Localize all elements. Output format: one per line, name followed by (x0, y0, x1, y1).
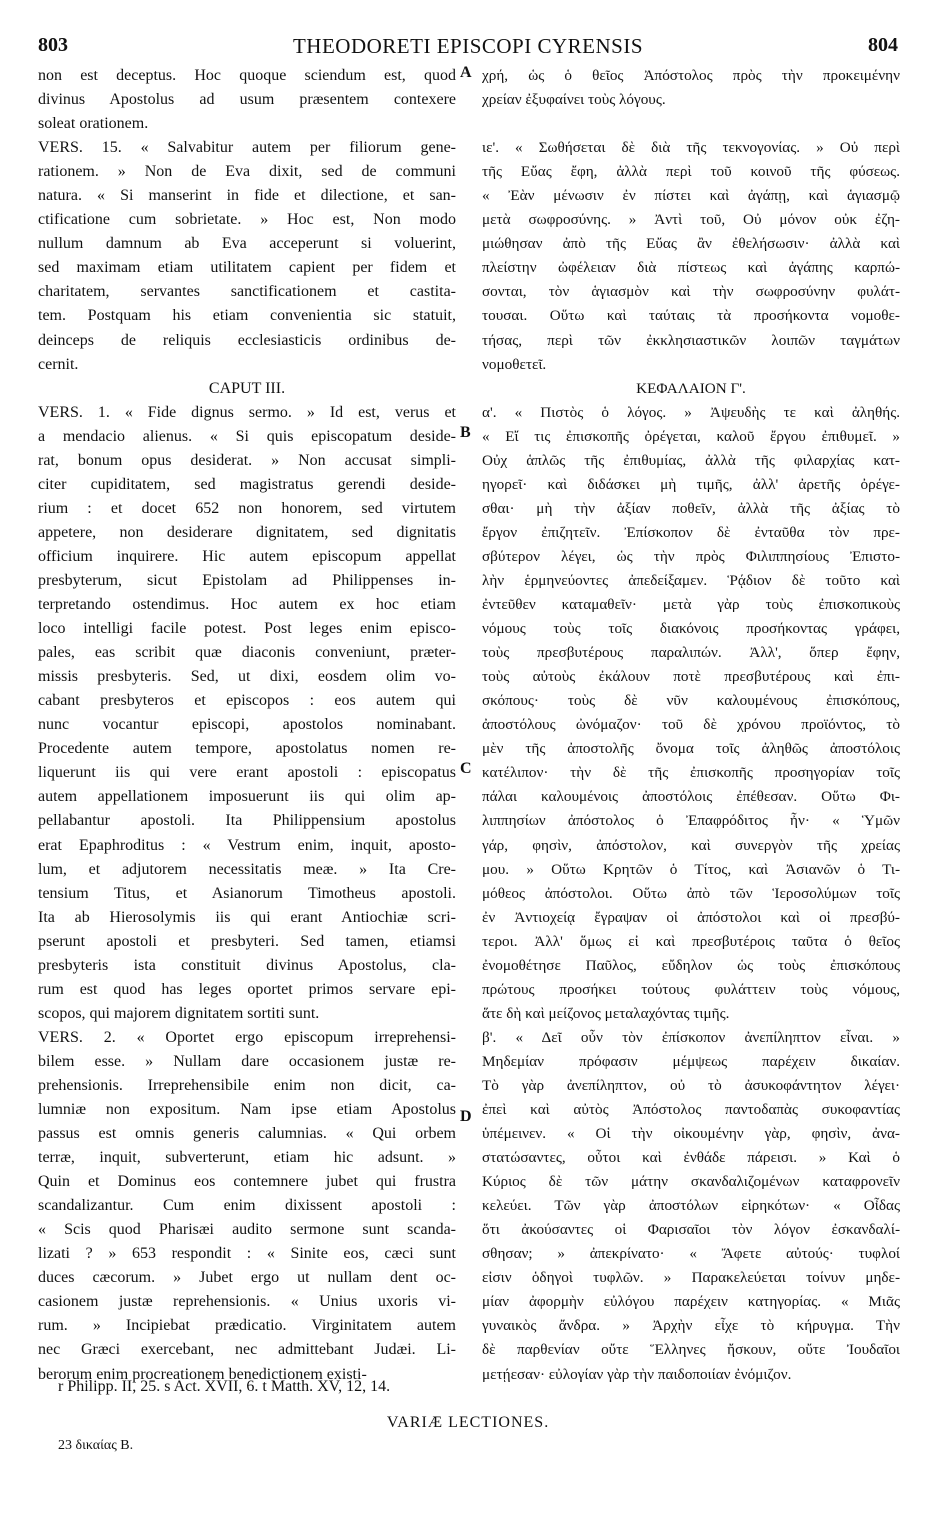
text-line (482, 112, 900, 136)
text-line: officium inquirere. Hic autem episcopum appellat (38, 547, 456, 565)
text-line: casionem justæ reprehensionis. « Unius uxoris vi- (38, 1293, 456, 1311)
text-line: χρή, ὡς ὁ θεῖος Ἀπόστολος πρὸς τὴν προκειμένην (482, 67, 900, 84)
text-line: ἔργον ἐπιζητεῖν. Ἐπίσκοπον δὲ ἐνταῦθα τὸν πρε- (482, 523, 900, 541)
text-line: lum, et adjutorem necessitatis meæ. » Ita Cre- (38, 860, 456, 878)
text-line: bilem esse. » Nullam dare occasionem justæ re- (38, 1052, 456, 1070)
text-line: τουσαι. Οὕτω καὶ ταύταις τὰ προσήκοντα νομοθε- (482, 307, 900, 325)
text-line: εἰσιν ὁδηγοὶ τυφλῶν. » Παρακελεύεται τοίνυν μηδε- (482, 1269, 900, 1287)
text-line: berorum enim procreationem benedictionem existi- (38, 1365, 367, 1383)
text-line: μετῄεσαν· εὐλογίαν γὰρ τὴν παιδοποιίαν ἐνόμιζον. (482, 1365, 792, 1383)
section-marker-b: B (460, 424, 471, 441)
text-line: terræ, inquit, subverterunt, etiam hic adsunt. » (38, 1149, 456, 1167)
footnotes: r Philipp. II, 25. s Act. XVII, 6. t Matth. XV, 12, 14. (58, 1378, 391, 1395)
text-line: Οὐχ ἁπλῶς τῆς ἐπιθυμίας, ἀλλὰ τῆς φιλαρχίας κατ- (482, 451, 900, 469)
text-line: τεροι. Ἀλλ' ὅμως εἰ καὶ πρεσβυτέροις ταῦτα ὁ θεῖος (482, 932, 900, 950)
text-line: sed maximam etiam utilitatem capient per fidem et (38, 259, 456, 277)
text-line: κελεύει. Τῶν γὰρ ἀποστόλων εἰρηκότων· « Οἶδας (482, 1197, 900, 1215)
page-footer (38, 1378, 898, 1454)
text-line: λὴν ἑρμηνεύοντες ἀπεδείξαμεν. Ῥᾴδιον δὲ τοῦτο καὶ (482, 571, 900, 589)
text-line: rum. » Incipiebat prædicatio. Virginitatem autem (38, 1317, 456, 1335)
variae-lectiones-note: 23 δικαίας B. (58, 1438, 134, 1453)
text-line: μιώθησαν ἀπὸ τῆς Εὔας ἂν ἐθελήσωσιν· ἀλλὰ καὶ (482, 235, 900, 253)
text-line: τήσας, περὶ τῶν ἐκκλησιαστικῶν λοιπῶν ταγμάτων (482, 331, 900, 349)
text-line: « Εἴ τις ἐπισκοπῆς ὀρέγεται, καλοῦ ἔργου ἐπιθυμεῖ. » (482, 427, 900, 445)
text-line: divinus Apostolus ad usum præsentem contexere (38, 91, 456, 109)
text-line: πρώτους προσήκει τούτους φυλάττειν τοὺς νόμους, (482, 980, 900, 998)
text-line: VERS. 15. « Salvabitur autem per filiorum gene- (38, 139, 456, 157)
text-line: Τὸ γὰρ ἀνεπίληπτον, οὐ τὸ ἀσυκοφάντητον λέγει· (482, 1076, 900, 1094)
text-line: duces cæcorum. » Jubet ergo ut nullam dent oc- (38, 1269, 456, 1287)
text-line: pserunt apostoli et presbyteri. Sed tamen, etiamsi (38, 932, 456, 950)
text-line: VERS. 1. « Fide dignus sermo. » Id est, verus et (38, 403, 456, 421)
text-line: lumniæ non expositum. Nam ipse etiam Apostolus (38, 1101, 456, 1119)
page-number-right: 804 (868, 34, 898, 56)
latin-column (38, 64, 456, 1387)
text-line: μετὰ σωφροσύνης. » Ἀντὶ τοῦ, Οὐ μόνον οὐκ ἐζη- (482, 211, 900, 229)
text-line: στατώσαντες, οὗτοι καὶ ἐνθάδε πάρεισι. » Καὶ ὁ (482, 1149, 900, 1167)
section-marker-a: A (460, 64, 472, 81)
text-line: « Ἐὰν μένωσιν ἐν πίστει καὶ ἀγάπῃ, καὶ ἁγιασμῷ (482, 187, 900, 205)
text-line: scopos, qui majorem dignitatem sortiti sunt. (38, 1004, 320, 1022)
text-line: passus est omnis generis calumnias. « Qui orbem (38, 1125, 456, 1143)
text-line: rum est quod has leges oportet primos servare epi- (38, 980, 456, 998)
text-line: rium : et docet 652 non honorem, sed virtutem (38, 499, 456, 517)
text-line: citer cupiditatem, sed magistratus gerendi deside- (38, 475, 456, 493)
text-line: ΚΕΦΑΛΑΙΟΝ Γ'. (636, 379, 746, 397)
text-line: νομοθετεῖ. (482, 355, 547, 373)
text-line: σονται, τὸν ἁγιασμὸν καὶ τὴν σωφροσύνην φυλάτ- (482, 283, 900, 301)
text-line: ἀποστόλους ὠνόμαζον· τοῦ δὲ χρόνου προϊόντος, τὸ (482, 716, 900, 734)
text-line: ἐντεῦθεν καταμαθεῖν· μετὰ γὰρ τοὺς ἐπισκοπικοὺς (482, 596, 900, 614)
text-line: σθησαν; » ἀπεκρίνατο· « Ἄφετε αὐτούς· τυφλοί (482, 1245, 900, 1263)
text-line: μόθεος ἀπόστολοι. Οὕτω ἀπὸ τῶν Ἱεροσολύμων τοῖς (482, 884, 900, 902)
text-line: erat Epaphroditus : « Vestrum enim, inquit, aposto- (38, 836, 456, 854)
text-line: χρείαν ἐξυφαίνει τοὺς λόγους. (482, 91, 666, 109)
text-line: μίαν ἀφορμὴν εὐλόγου παρέχειν κατηγορίας. « Μιᾶς (482, 1293, 900, 1311)
text-line: ctificatione cum sobrietate. » Hoc est, Non modo (38, 211, 456, 229)
text-line: rat, bonum opus desiderat. » Non accusat simpli- (38, 451, 456, 469)
text-line: ἐπεὶ καὶ αὐτὸς Ἀπόστολος παντοδαπὰς συκοφαντίας (482, 1101, 900, 1119)
text-line: nullum damnum ab Eva acceperunt si voluerint, (38, 235, 456, 253)
text-line: ὅτι ἀκούσαντες οἱ Φαρισαῖοι τὸν λόγον ἐσκανδαλί- (482, 1221, 900, 1239)
text-line: ηγορεῖ· καὶ διδάσκει μὴ τιμῆς, ἀλλ' ἀρετῆς ὀρέγε- (482, 475, 900, 493)
text-line: soleat orationem. (38, 115, 149, 133)
text-line: presbyterum, sicut Epistolam ad Philippenses in- (38, 571, 456, 589)
text-line: pales, eas scribit quæ diaconis conveniunt, præter- (38, 644, 456, 662)
page-number-left: 803 (38, 34, 68, 56)
text-line: σβύτερον λέγει, ὡς τὴν πρὸς Φιλιππησίους Ἐπιστο- (482, 547, 900, 565)
text-line: loco intelligi facile potest. Post leges enim episco- (38, 620, 456, 638)
text-line: nec Græci exercebant, nec admittebant Judæi. Li- (38, 1341, 456, 1359)
text-line: a mendacio alienus. « Si quis episcopatum deside- (38, 427, 456, 445)
text-line: missis presbyteris. Sed, ut dixi, eosdem olim vo- (38, 668, 456, 686)
text-line: ιε'. « Σωθήσεται δὲ διὰ τῆς τεκνογονίας. » Οὐ περὶ (482, 139, 900, 157)
text-line: VERS. 2. « Oportet ergo episcopum irreprehensi- (38, 1028, 456, 1046)
text-line: ὑπέμεινεν. « Οἱ τὴν οἰκουμένην γὰρ, φησὶν, ἀνα- (482, 1125, 900, 1143)
running-title: THEODORETI EPISCOPI CYRENSIS (292, 34, 644, 58)
text-line: γυναικὸς ἄνδρα. » Ἀρχὴν εἶχε τὸ κήρυγμα. Τὴν (482, 1317, 900, 1335)
text-line: μὲν τῆς ἀποστολῆς ὄνομα τοῖς ἀληθῶς ἀποστόλοις (482, 740, 900, 758)
page-header (38, 34, 898, 60)
text-line: σκόπους· τοὺς δὲ νῦν καλουμένους ἐπισκόπους, (482, 692, 900, 710)
text-line: autem appellationem imposuerunt iis qui olim ap- (38, 788, 456, 806)
text-line: lizati ? » 653 respondit : « Sinite eos, cæci sunt (38, 1245, 456, 1263)
text-line: Κύριος δὲ τῶν μάτην σκανδαλιζομένων καταφρονεῖν (482, 1173, 900, 1191)
text-line: πλείστην ὠφέλειαν διὰ πίστεως καὶ ἀγάπης καρπώ- (482, 259, 900, 277)
text-line: κατέλιπον· τὴν δὲ τῆς ἐπισκοπῆς προσηγορίαν τοῖς (482, 764, 900, 782)
text-line: deinceps de reliquis ecclesiasticis ordinibus de- (38, 331, 456, 349)
text-line: scandalizantur. Cum enim dixissent apostoli : (38, 1197, 456, 1215)
text-line: appetere, non desiderare dignitatem, sed dignitatis (38, 523, 456, 541)
text-line: pellabantur apostoli. Ita Philippensium apostolus (38, 812, 456, 830)
text-line: terpretando ostendimus. Hoc autem ex hoc etiam (38, 596, 456, 614)
text-line: cernit. (38, 355, 79, 373)
text-line: CAPUT III. (208, 379, 286, 397)
text-line: charitatem, servantes sanctificationem et castita- (38, 283, 456, 301)
section-marker-d: D (460, 1108, 472, 1125)
text-line: prehensionis. Irreprehensibile enim non dicit, ca- (38, 1076, 456, 1094)
text-line: νόμους τοὺς τοῖς διακόνοις προσήκοντας γράφει, (482, 620, 900, 638)
text-line: ἐνομοθέτησε Παῦλος, εὔδηλον ὡς τοὺς ἐπισκόπους (482, 956, 900, 974)
text-line: natura. « Si manserint in fide et dilectione, et san- (38, 187, 456, 205)
text-line: nunc vocantur episcopi, apostolos nominabant. (38, 716, 456, 734)
text-line: cabant presbyteros et episcopos : eos autem qui (38, 692, 456, 710)
text-line: Μηδεμίαν πρόφασιν μέμψεως παρέχειν δικαίαν. (482, 1052, 900, 1070)
text-line: γάρ, φησὶν, ἀπόστολον, καὶ συνεργὸν τῆς χρείας (482, 836, 900, 854)
text-line: λιππησίων ἀπόστολος ὁ Ἐπαφρόδιτος ἦν· « Ὑμῶν (482, 812, 900, 830)
text-line: πάλαι καλουμένοις ἀποστόλοις ἐπέθεσαν. Οὕτω Φι- (482, 788, 900, 806)
text-line: non est deceptus. Hoc quoque sciendum est, quod (38, 67, 456, 84)
text-line: liquerunt iis qui vere erant apostoli : episcopatus (38, 764, 456, 782)
text-line: « Scis quod Pharisæi audito sermone sunt scanda- (38, 1221, 456, 1239)
text-line: β'. « Δεῖ οὖν τὸν ἐπίσκοπον ἀνεπίληπτον εἶναι. » (482, 1028, 900, 1046)
text-line: τοὺς αὐτοὺς ἐκάλουν ποτὲ πρεσβυτέρους καὶ ἐπι- (482, 668, 900, 686)
text-line: μου. » Οὕτω Κρητῶν ὁ Τίτος, καὶ Ἀσιανῶν ὁ Τι- (482, 860, 900, 878)
text-line: Quin et Dominus eos contemnere jubet qui frustra (38, 1173, 456, 1191)
text-line: presbyteris ista constituit divinus Apostolus, cla- (38, 956, 456, 974)
text-line: α'. « Πιστὸς ὁ λόγος. » Ἀψευδὴς τε καὶ ἀληθής. (482, 403, 900, 421)
text-line: Ita ab Hierosolymis iis qui erant Antiochiæ scri- (38, 908, 456, 926)
text-line: tem. Postquam his etiam convenientia sic statuit, (38, 307, 456, 325)
text-line: ἐν Ἀντιοχείᾳ ἔγραψαν οἱ ἀπόστολοι καὶ οἱ πρεσβύ- (482, 908, 900, 926)
text-line: Procedente autem tempore, apostolatus nomen re- (38, 740, 456, 758)
text-line: ἅτε δὴ καὶ μείζονος μεταλαχόντας τιμῆς. (482, 1004, 730, 1022)
section-marker-c: C (460, 760, 472, 777)
text-line: δὲ παρθενίαν οὔτε Ἕλληνες ἤσκουν, οὔτε Ἰουδαῖοι (482, 1341, 900, 1359)
text-line: τοὺς πρεσβυτέρους παραλιπών. Ἀλλ', ὅπερ ἔφην, (482, 644, 900, 662)
text-line: σθαι· μὴ τὴν ἀξίαν ποθεῖν, ἀλλὰ τῆς ἀξίας τὸ (482, 499, 900, 517)
text-line: tensium Titus, et Asianorum Timotheus apostoli. (38, 884, 456, 902)
text-line: rationem. » Non de Eva dixit, sed de communi (38, 163, 456, 181)
text-line: τῆς Εὔας ἔφη, ἀλλὰ περὶ τοῦ κοινοῦ τῆς φύσεως. (482, 163, 900, 181)
variae-lectiones-title: VARIÆ LECTIONES. (386, 1414, 550, 1431)
greek-column (482, 64, 900, 1387)
